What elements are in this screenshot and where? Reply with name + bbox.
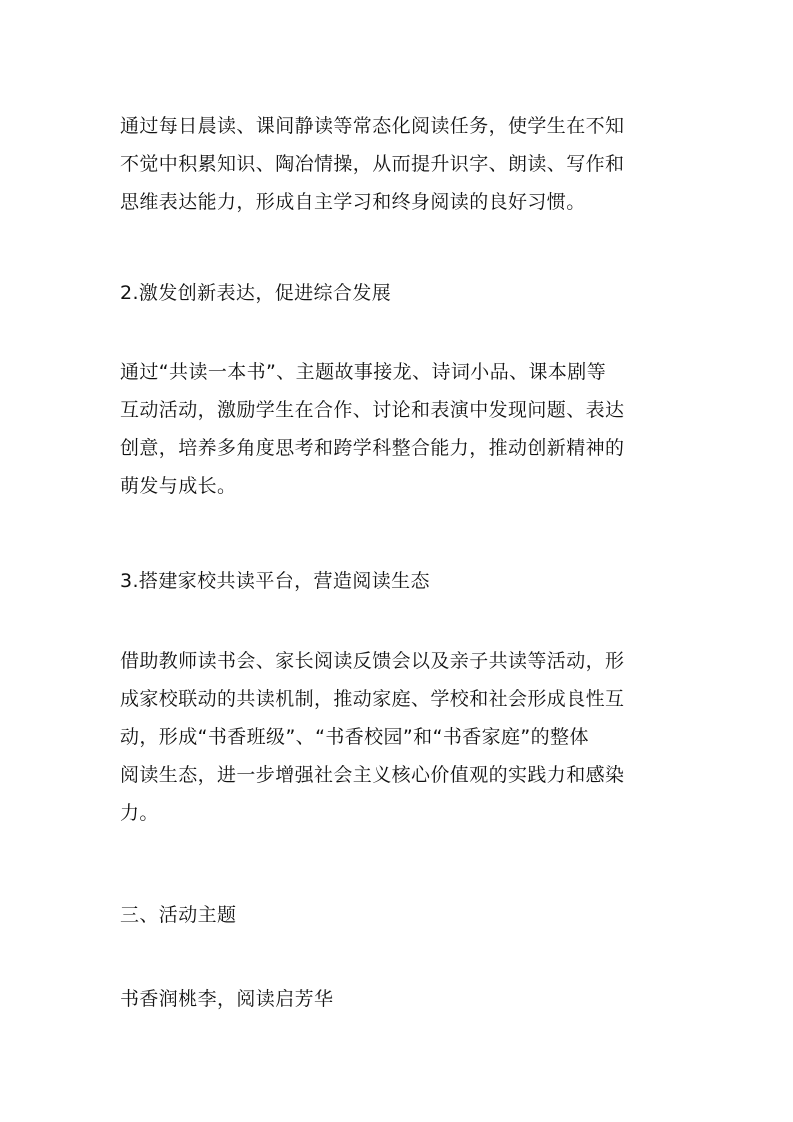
paragraph-line: 动，形成“书香班级”、“书香校园”和“书香家庭”的整体 xyxy=(120,726,589,748)
paragraph-line: 借助教师读书会、家长阅读反馈会以及亲子共读等活动，形 xyxy=(120,650,625,672)
activity-theme-text xyxy=(120,980,680,1018)
heading-home-school xyxy=(120,562,680,600)
paragraph-line: 成家校联动的共读机制，推动家庭、学校和社会形成良性互 xyxy=(120,688,625,710)
paragraph-line: 阅读生态，进一步增强社会主义核心价值观的实践力和感染 xyxy=(120,764,625,786)
paragraph-line: 萌发与成长。 xyxy=(120,475,237,497)
paragraph-line: 力。 xyxy=(120,802,159,824)
heading-innovation xyxy=(120,274,680,312)
paragraph-line: 创意，培养多角度思考和跨学科整合能力，推动创新精神的 xyxy=(120,437,625,459)
theme-line: 书香润桃李，阅读启芳华 xyxy=(120,988,334,1010)
paragraph-line: 不觉中积累知识、陶冶情操，从而提升识字、朗读、写作和 xyxy=(120,153,625,175)
section-heading: 2.激发创新表达，促进综合发展 xyxy=(120,282,392,304)
paragraph-line: 通过“共读一本书”、主题故事接龙、诗词小品、课本剧等 xyxy=(120,361,607,383)
paragraph-line: 通过每日晨读、课间静读等常态化阅读任务，使学生在不知 xyxy=(120,115,625,137)
section-heading: 三、活动主题 xyxy=(120,904,237,926)
paragraph-line: 思维表达能力，形成自主学习和终身阅读的良好习惯。 xyxy=(120,191,586,213)
heading-activity-theme xyxy=(120,896,680,934)
paragraph-innovation xyxy=(120,353,680,505)
paragraph-reading-habits xyxy=(120,107,680,221)
paragraph-home-school xyxy=(120,642,680,832)
section-heading: 3.搭建家校共读平台，营造阅读生态 xyxy=(120,570,430,592)
paragraph-line: 互动活动，激励学生在合作、讨论和表演中发现问题、表达 xyxy=(120,399,625,421)
